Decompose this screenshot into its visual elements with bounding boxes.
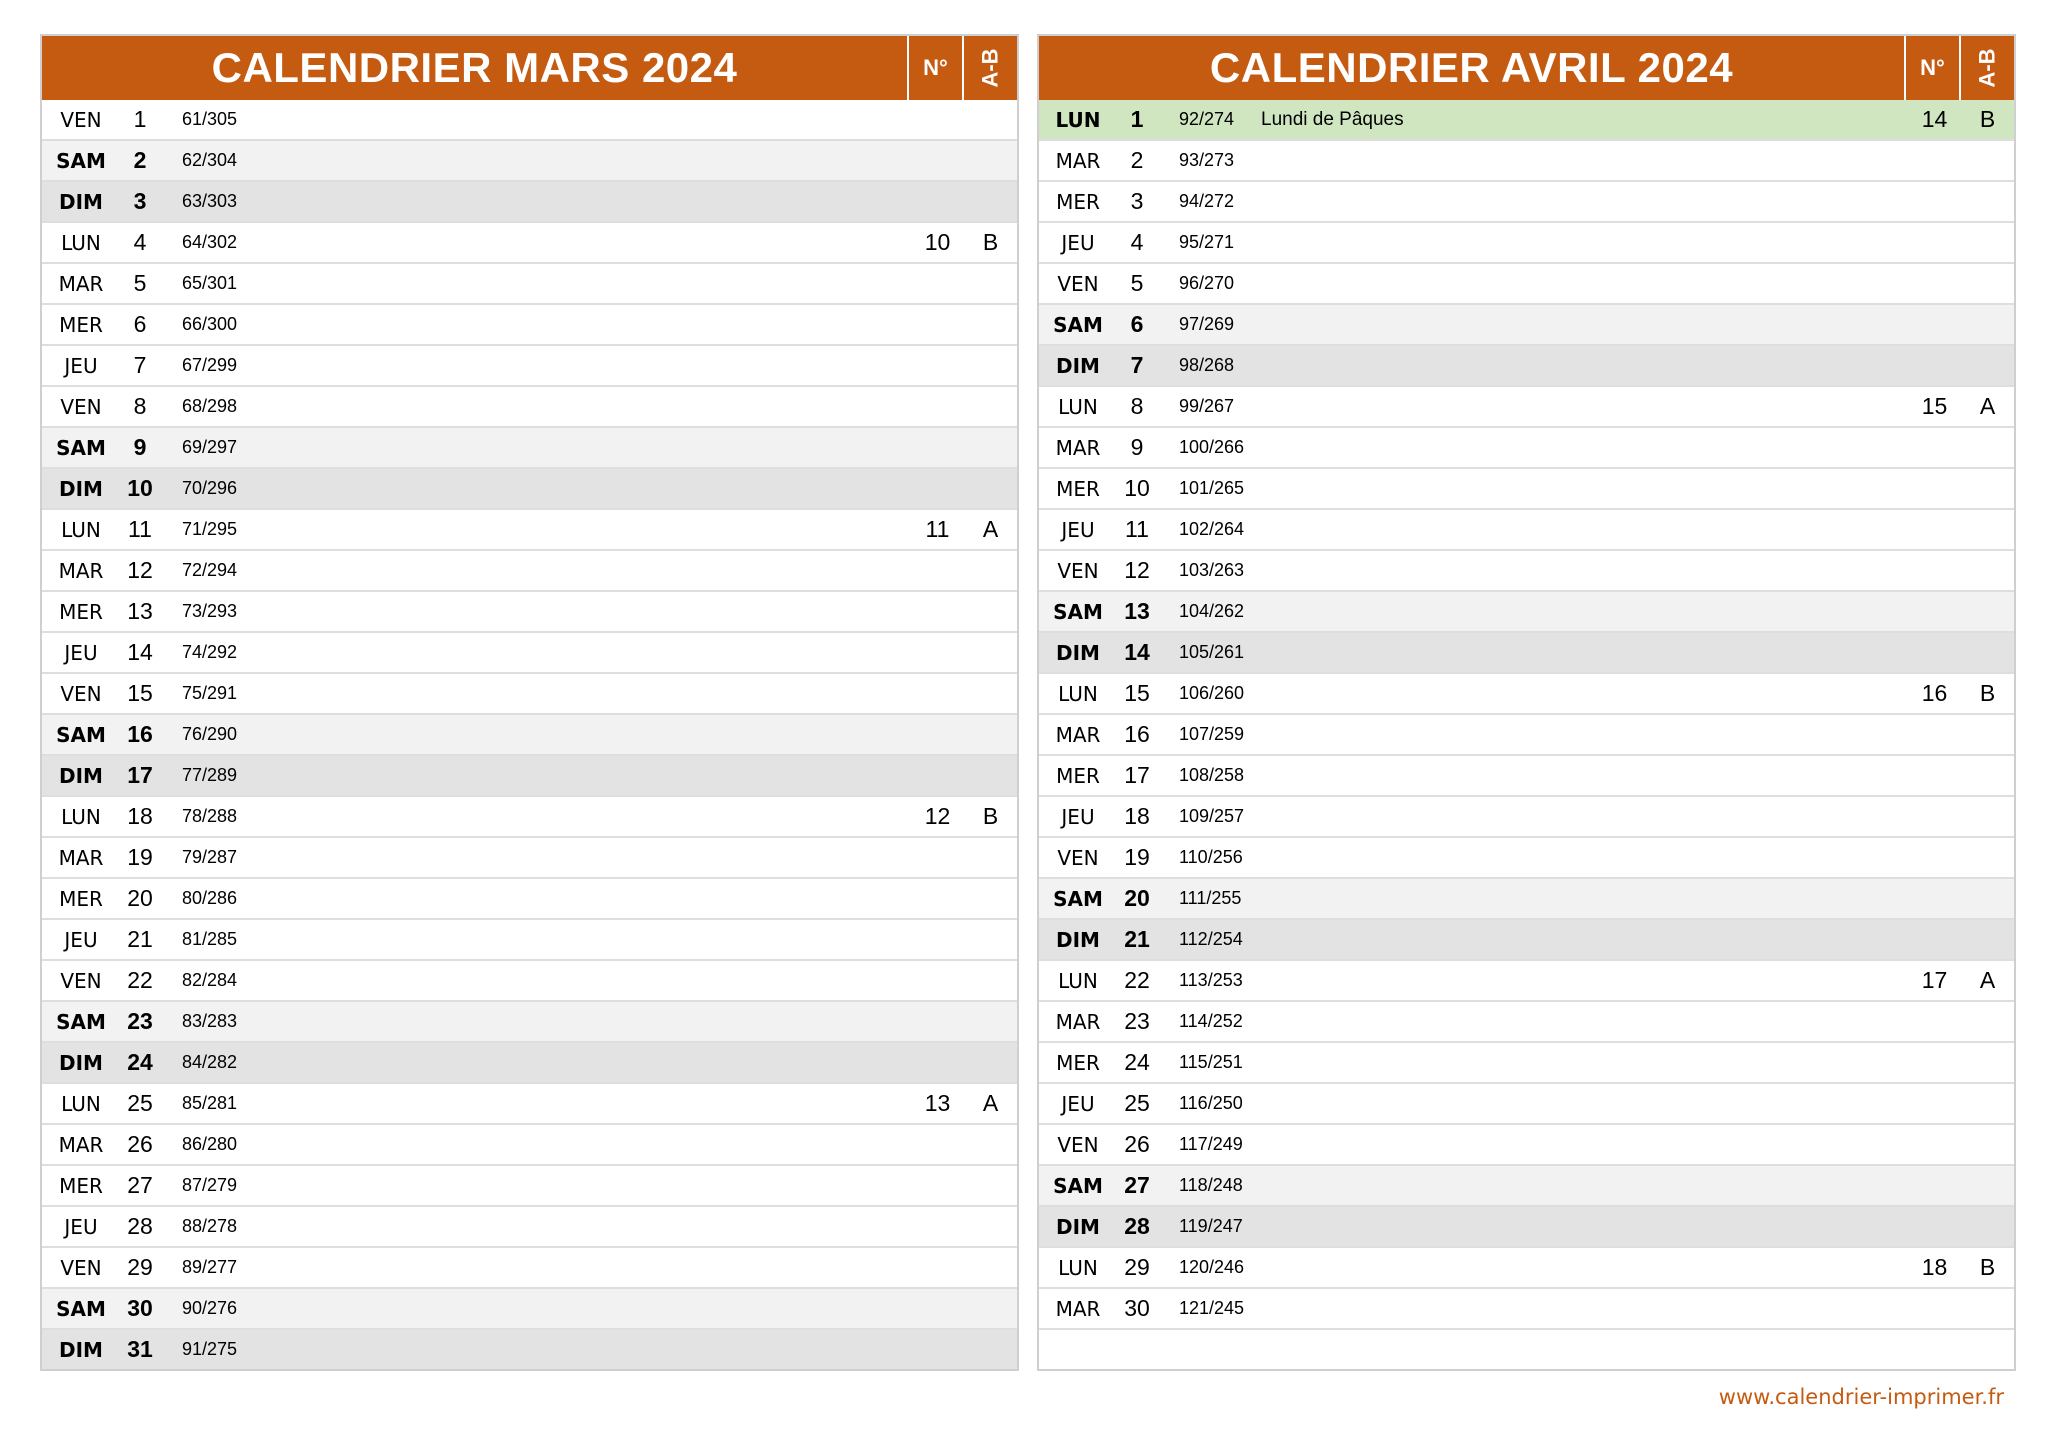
day-of-year: 97/269	[1179, 314, 1235, 334]
day-name: MAR	[1055, 1009, 1101, 1034]
day-of-year: 108/258	[1179, 765, 1245, 785]
day-of-year: 100/266	[1179, 437, 1245, 457]
day-row	[1039, 467, 2014, 508]
day-row	[42, 590, 1017, 631]
day-name: LUN	[1058, 1255, 1098, 1280]
day-name: SAM	[56, 1009, 106, 1034]
ab-week-header	[1959, 36, 2014, 100]
day-number: 23	[127, 1008, 153, 1034]
day-name: SAM	[56, 148, 106, 173]
day-rows	[1039, 100, 2014, 1369]
empty-row	[1039, 1328, 2014, 1369]
day-name: MAR	[58, 271, 104, 296]
day-number: 22	[127, 967, 153, 993]
day-name: SAM	[1053, 1173, 1103, 1198]
day-number: 20	[1124, 885, 1150, 911]
day-name: DIM	[1056, 927, 1100, 952]
day-row	[1039, 1000, 2014, 1041]
day-name: VEN	[60, 107, 102, 132]
day-name: VEN	[60, 394, 102, 419]
day-name: SAM	[1053, 599, 1103, 624]
day-row	[1039, 1205, 2014, 1246]
ab-week: A	[1979, 967, 1996, 993]
day-of-year: 107/259	[1179, 724, 1245, 744]
day-number: 22	[1124, 967, 1150, 993]
day-row	[1039, 344, 2014, 385]
day-number: 11	[128, 516, 152, 542]
day-row	[42, 631, 1017, 672]
day-of-year: 115/251	[1179, 1052, 1243, 1072]
day-of-year: 74/292	[182, 642, 238, 662]
day-of-year: 63/303	[182, 191, 238, 211]
day-of-year: 85/281	[182, 1093, 238, 1113]
day-name: LUN	[1058, 394, 1098, 419]
day-number: 28	[1124, 1213, 1150, 1239]
day-row	[1039, 139, 2014, 180]
footer-url[interactable]: www.calendrier-imprimer.fr	[1718, 1385, 2004, 1409]
day-name: SAM	[56, 1296, 106, 1321]
day-row	[1039, 221, 2014, 262]
day-number: 25	[1124, 1090, 1150, 1116]
day-name: MER	[59, 599, 103, 624]
day-row	[42, 713, 1017, 754]
day-of-year: 116/250	[1179, 1093, 1243, 1113]
day-number: 11	[1125, 516, 1149, 542]
day-row	[42, 180, 1017, 221]
ab-week: B	[982, 803, 999, 829]
ab-week: B	[1979, 106, 1996, 132]
day-row	[1039, 918, 2014, 959]
day-row	[42, 262, 1017, 303]
day-row	[42, 1205, 1017, 1246]
week-number: 13	[924, 1090, 951, 1116]
week-number: 15	[1921, 393, 1948, 419]
day-row	[1039, 303, 2014, 344]
day-row	[42, 549, 1017, 590]
day-of-year: 68/298	[182, 396, 238, 416]
day-name: DIM	[1056, 353, 1100, 378]
day-number: 29	[1124, 1254, 1150, 1280]
day-number: 16	[1124, 721, 1150, 747]
ab-week: A	[1979, 393, 1996, 419]
day-number: 27	[127, 1172, 153, 1198]
day-number: 15	[1124, 680, 1150, 706]
day-of-year: 96/270	[1179, 273, 1235, 293]
day-number: 1	[1130, 106, 1144, 132]
day-number: 18	[1124, 803, 1150, 829]
day-row	[1039, 1082, 2014, 1123]
day-name: MAR	[58, 1132, 104, 1157]
day-of-year: 121/245	[1179, 1298, 1245, 1318]
day-row	[1039, 1123, 2014, 1164]
day-row	[42, 754, 1017, 795]
day-number: 8	[1130, 393, 1144, 419]
day-name: DIM	[1056, 640, 1100, 665]
day-of-year: 98/268	[1179, 355, 1235, 375]
day-name: VEN	[1057, 271, 1099, 296]
calendar-title: CALENDRIER MARS 2024	[211, 44, 738, 91]
day-number: 15	[127, 680, 153, 706]
day-of-year: 94/272	[1179, 191, 1235, 211]
week-number: 17	[1921, 967, 1948, 993]
day-number: 26	[127, 1131, 153, 1157]
day-of-year: 89/277	[182, 1257, 238, 1277]
day-number: 25	[127, 1090, 153, 1116]
week-number: 12	[924, 803, 951, 829]
day-number: 9	[133, 434, 147, 460]
day-of-year: 92/274	[1179, 109, 1235, 129]
day-of-year: 79/287	[182, 847, 238, 867]
day-of-year: 71/295	[182, 519, 238, 539]
day-row	[42, 344, 1017, 385]
day-row	[1039, 385, 2014, 426]
day-row	[1039, 549, 2014, 590]
day-name: SAM	[1053, 312, 1103, 337]
day-of-year: 117/249	[1179, 1134, 1243, 1154]
day-name: VEN	[1057, 1132, 1099, 1157]
day-number: 19	[127, 844, 153, 870]
day-row	[42, 221, 1017, 262]
day-number: 14	[1124, 639, 1150, 665]
day-number: 14	[127, 639, 153, 665]
day-number: 7	[1130, 352, 1144, 378]
day-number: 4	[133, 229, 147, 255]
day-of-year: 112/254	[1179, 929, 1243, 949]
day-name: MER	[1056, 189, 1100, 214]
day-of-year: 70/296	[182, 478, 238, 498]
day-number: 5	[133, 270, 147, 296]
day-row	[1039, 262, 2014, 303]
day-row	[1039, 426, 2014, 467]
day-name: DIM	[1056, 1214, 1100, 1239]
week-number-header: N°	[907, 36, 962, 100]
day-name: JEU	[64, 927, 98, 952]
day-row	[42, 508, 1017, 549]
day-row	[42, 1164, 1017, 1205]
day-of-year: 82/284	[182, 970, 238, 990]
ab-week: B	[1979, 680, 1996, 706]
day-name: JEU	[1061, 804, 1095, 829]
day-of-year: 111/255	[1179, 888, 1242, 908]
day-row	[1039, 1287, 2014, 1328]
day-of-year: 73/293	[182, 601, 238, 621]
day-of-year: 78/288	[182, 806, 238, 826]
ab-week: B	[982, 229, 999, 255]
day-number: 2	[1130, 147, 1144, 173]
day-name: JEU	[1061, 230, 1095, 255]
day-of-year: 81/285	[182, 929, 238, 949]
day-row	[42, 1123, 1017, 1164]
day-number: 2	[133, 147, 147, 173]
calendar-header	[1039, 36, 2014, 100]
day-row	[42, 836, 1017, 877]
week-number: 14	[1921, 106, 1948, 132]
day-number: 8	[133, 393, 147, 419]
day-name: JEU	[64, 1214, 98, 1239]
day-name: MER	[1056, 476, 1100, 501]
day-name: SAM	[56, 722, 106, 747]
week-number-header: N°	[1904, 36, 1959, 100]
day-row	[42, 795, 1017, 836]
day-of-year: 88/278	[182, 1216, 238, 1236]
day-name: JEU	[64, 640, 98, 665]
day-name: LUN	[61, 804, 101, 829]
day-of-year: 103/263	[1179, 560, 1245, 580]
day-number: 17	[127, 762, 153, 788]
day-number: 12	[127, 557, 153, 583]
day-name: LUN	[61, 230, 101, 255]
day-row	[42, 385, 1017, 426]
day-of-year: 77/289	[182, 765, 238, 785]
event-label: Lundi de Pâques	[1261, 108, 1404, 130]
day-number: 17	[1124, 762, 1150, 788]
day-name: SAM	[1053, 886, 1103, 911]
day-row	[42, 467, 1017, 508]
day-row	[1039, 754, 2014, 795]
day-number: 30	[1124, 1295, 1150, 1321]
day-of-year: 102/264	[1179, 519, 1245, 539]
day-of-year: 87/279	[182, 1175, 238, 1195]
day-number: 9	[1130, 434, 1144, 460]
day-name: LUN	[1055, 107, 1101, 132]
day-name: VEN	[60, 681, 102, 706]
day-number: 18	[127, 803, 153, 829]
ab-week: A	[982, 1090, 999, 1116]
day-of-year: 84/282	[182, 1052, 238, 1072]
day-of-year: 95/271	[1179, 232, 1235, 252]
day-name: JEU	[1061, 517, 1095, 542]
calendar-march	[40, 34, 1019, 1371]
day-of-year: 119/247	[1179, 1216, 1243, 1236]
day-name: JEU	[64, 353, 98, 378]
day-row	[42, 1328, 1017, 1369]
day-of-year: 67/299	[182, 355, 238, 375]
day-of-year: 93/273	[1179, 150, 1235, 170]
day-number: 28	[127, 1213, 153, 1239]
day-row	[1039, 672, 2014, 713]
day-row	[42, 303, 1017, 344]
day-name: MAR	[58, 845, 104, 870]
day-row	[1039, 1246, 2014, 1287]
day-of-year: 120/246	[1179, 1257, 1245, 1277]
day-row	[1039, 180, 2014, 221]
day-of-year: 114/252	[1179, 1011, 1243, 1031]
day-row	[1039, 508, 2014, 549]
day-of-year: 72/294	[182, 560, 238, 580]
day-of-year: 83/283	[182, 1011, 238, 1031]
day-row	[1039, 795, 2014, 836]
week-number: 18	[1921, 1254, 1948, 1280]
day-number: 13	[1124, 598, 1150, 624]
day-name: DIM	[59, 1337, 103, 1362]
day-number: 3	[133, 188, 147, 214]
day-name: DIM	[59, 189, 103, 214]
day-name: MER	[59, 312, 103, 337]
week-number: 10	[924, 229, 951, 255]
day-number: 23	[1124, 1008, 1150, 1034]
day-name: MAR	[1055, 722, 1101, 747]
day-of-year: 99/267	[1179, 396, 1235, 416]
day-number: 6	[1130, 311, 1144, 337]
day-name: MER	[59, 1173, 103, 1198]
day-row	[42, 1000, 1017, 1041]
day-of-year: 76/290	[182, 724, 238, 744]
day-row	[1039, 1164, 2014, 1205]
day-name: MER	[1056, 1050, 1100, 1075]
day-name: DIM	[59, 1050, 103, 1075]
day-row	[42, 100, 1017, 139]
ab-week: B	[1979, 1254, 1996, 1280]
day-of-year: 90/276	[182, 1298, 238, 1318]
day-row	[42, 1246, 1017, 1287]
day-name: MAR	[1055, 435, 1101, 460]
day-row	[42, 918, 1017, 959]
day-number: 26	[1124, 1131, 1150, 1157]
day-name: VEN	[60, 1255, 102, 1280]
day-of-year: 109/257	[1179, 806, 1245, 826]
ab-week: A	[982, 516, 999, 542]
day-name: VEN	[60, 968, 102, 993]
day-row	[1039, 590, 2014, 631]
day-name: VEN	[1057, 845, 1099, 870]
day-number: 5	[1130, 270, 1144, 296]
ab-week-header	[962, 36, 1017, 100]
day-of-year: 113/253	[1179, 970, 1243, 990]
day-of-year: 66/300	[182, 314, 238, 334]
day-row	[1039, 836, 2014, 877]
day-of-year: 61/305	[182, 109, 238, 129]
day-number: 21	[1124, 926, 1150, 952]
day-row	[42, 959, 1017, 1000]
day-number: 19	[1124, 844, 1150, 870]
day-number: 21	[127, 926, 153, 952]
week-number: 16	[1921, 680, 1948, 706]
day-number: 24	[1124, 1049, 1150, 1075]
day-of-year: 86/280	[182, 1134, 238, 1154]
day-of-year: 104/262	[1179, 601, 1245, 621]
day-number: 29	[127, 1254, 153, 1280]
day-of-year: 118/248	[1179, 1175, 1243, 1195]
day-number: 1	[133, 106, 147, 132]
day-rows	[42, 100, 1017, 1369]
day-name: MER	[1056, 763, 1100, 788]
ab-week-header-label: A-B	[977, 48, 1003, 88]
day-number: 4	[1130, 229, 1144, 255]
day-of-year: 62/304	[182, 150, 238, 170]
day-row	[42, 672, 1017, 713]
day-of-year: 91/275	[182, 1339, 238, 1359]
day-row	[42, 1082, 1017, 1123]
day-name: JEU	[1061, 1091, 1095, 1116]
day-of-year: 106/260	[1179, 683, 1245, 703]
day-name: LUN	[1058, 968, 1098, 993]
day-name: MAR	[1055, 1296, 1101, 1321]
calendar-header	[42, 36, 1017, 100]
day-number: 12	[1124, 557, 1150, 583]
day-name: LUN	[61, 517, 101, 542]
day-number: 20	[127, 885, 153, 911]
day-number: 24	[127, 1049, 153, 1075]
day-row	[1039, 877, 2014, 918]
day-number: 13	[127, 598, 153, 624]
day-of-year: 80/286	[182, 888, 238, 908]
day-name: SAM	[56, 435, 106, 460]
day-row	[42, 426, 1017, 467]
day-number: 10	[127, 475, 153, 501]
day-of-year: 64/302	[182, 232, 238, 252]
day-number: 7	[133, 352, 147, 378]
day-name: MAR	[58, 558, 104, 583]
day-of-year: 65/301	[182, 273, 238, 293]
day-of-year: 105/261	[1179, 642, 1245, 662]
day-row	[42, 877, 1017, 918]
day-name: VEN	[1057, 558, 1099, 583]
day-of-year: 110/256	[1179, 847, 1243, 867]
day-number: 10	[1124, 475, 1150, 501]
calendar-title: CALENDRIER AVRIL 2024	[1209, 44, 1734, 91]
day-row	[42, 1287, 1017, 1328]
day-name: MER	[59, 886, 103, 911]
day-name: LUN	[61, 1091, 101, 1116]
day-row	[1039, 959, 2014, 1000]
day-row	[1039, 631, 2014, 672]
day-number: 3	[1130, 188, 1144, 214]
day-number: 31	[127, 1336, 153, 1362]
day-name: MAR	[1055, 148, 1101, 173]
day-row	[42, 139, 1017, 180]
day-number: 27	[1124, 1172, 1150, 1198]
day-row	[42, 1041, 1017, 1082]
day-of-year: 75/291	[182, 683, 238, 703]
day-number: 6	[133, 311, 147, 337]
day-name: DIM	[59, 763, 103, 788]
day-name: LUN	[1058, 681, 1098, 706]
day-number: 30	[127, 1295, 153, 1321]
day-row	[1039, 1041, 2014, 1082]
day-of-year: 69/297	[182, 437, 238, 457]
day-row	[1039, 100, 2014, 139]
calendar-april	[1037, 34, 2016, 1371]
ab-week-header-label: A-B	[1974, 48, 2000, 88]
day-number: 16	[127, 721, 153, 747]
day-name: DIM	[59, 476, 103, 501]
week-number: 11	[925, 516, 950, 542]
day-of-year: 101/265	[1179, 478, 1245, 498]
day-row	[1039, 713, 2014, 754]
